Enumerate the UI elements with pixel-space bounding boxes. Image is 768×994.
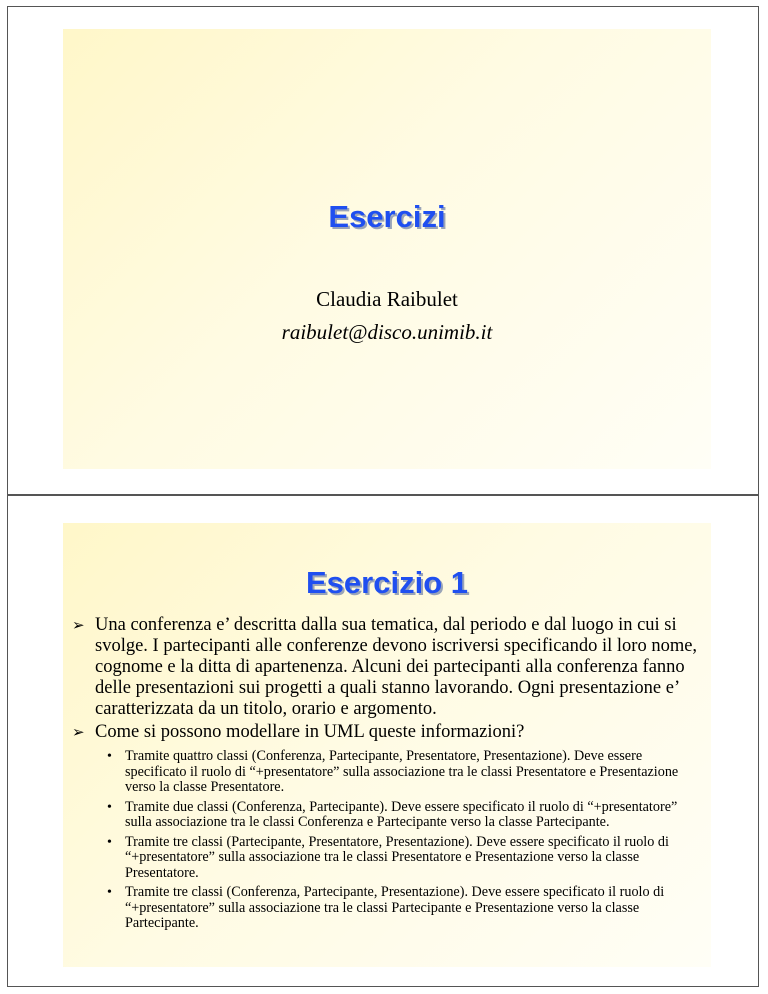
option-text: Tramite due classi (Conferenza, Partecipante). Deve essere specificato il ruolo di “+presentatore” sulla associazione tra le classi Conferenza e Partecipante verso la classe Partecipante. bbox=[125, 798, 678, 830]
dot-bullet-icon: • bbox=[107, 885, 112, 900]
slide-frame-1 bbox=[7, 6, 759, 495]
answer-option bbox=[63, 749, 711, 796]
author-name: Claudia Raibulet bbox=[316, 287, 458, 311]
bullet-text: Una conferenza e’ descritta dalla sua tematica, dal periodo e dal luogo in cui si svolge. I partecipanti alle conferenze devono iscriversi specificando il loro nome, cognome e la ditta di apartenenza. Alcuni dei partecipanti alla conferenza fanno delle presentazioni sui progetti a quali stanno lavorando. Ogni presentazione e’ caratterizzata da un titolo, orario e argomento. bbox=[95, 615, 698, 719]
bullet-list bbox=[63, 615, 711, 936]
bullet-text: Come si possono modellare in UML queste informazioni? bbox=[95, 722, 525, 742]
arrowhead-bullet-icon: ➢ bbox=[72, 723, 85, 741]
slide-title: Esercizio 1 bbox=[306, 565, 468, 600]
option-text: Tramite tre classi (Conferenza, Partecipante, Presentazione). Deve essere specificato il ruolo di “+presentatore” sulla associazione tra le classi Partecipante e Presentazione verso la classe Partecipante. bbox=[125, 884, 665, 931]
slide-title: Esercizi bbox=[328, 199, 446, 234]
dot-bullet-icon: • bbox=[107, 799, 112, 815]
dot-bullet-icon: • bbox=[107, 834, 112, 850]
bullet-item bbox=[63, 615, 711, 720]
slide-1 bbox=[63, 29, 711, 469]
answer-option bbox=[63, 835, 711, 882]
arrowhead-bullet-icon: ➢ bbox=[72, 616, 85, 634]
answer-option bbox=[63, 800, 711, 831]
answer-option bbox=[63, 885, 711, 932]
option-text: Tramite tre classi (Partecipante, Presentatore, Presentazione). Deve essere specificato il ruolo di “+presentatore” sulla associazione tra le classi Presentatore e Presentazione verso la classe Presentatore. bbox=[125, 833, 669, 881]
author-email: raibulet@disco.unimib.it bbox=[281, 320, 493, 344]
slide-2 bbox=[63, 523, 711, 967]
option-text: Tramite quattro classi (Conferenza, Partecipante, Presentatore, Presentazione). Deve essere specificato il ruolo di “+presentatore” sulla associazione tra le classi Presentatore e Presentazione verso la classe Presentatore. bbox=[125, 748, 679, 795]
slide-frame-2 bbox=[7, 495, 759, 987]
answer-options bbox=[63, 749, 711, 932]
bullet-item bbox=[63, 722, 711, 743]
dot-bullet-icon: • bbox=[107, 749, 112, 764]
